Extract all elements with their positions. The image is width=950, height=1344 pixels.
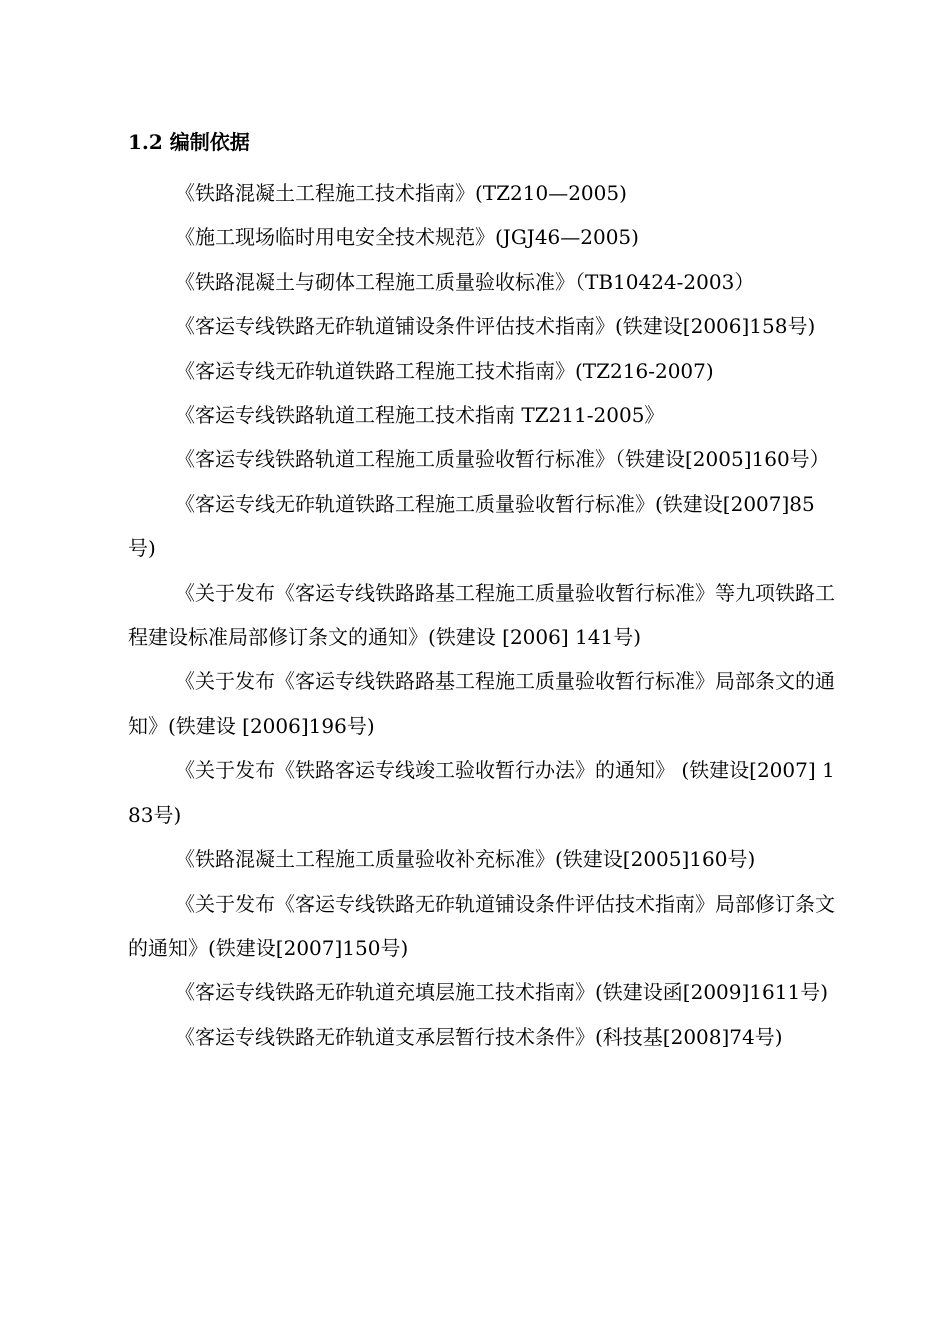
reference-item: 《关于发布《铁路客运专线竣工验收暂行办法》的通知》 (铁建设[2007] 183号) (128, 758, 835, 827)
reference-item: 《客运专线铁路无砟轨道支承层暂行技术条件》(科技基[2008]74号) (175, 1024, 783, 1049)
reference-item: 《关于发布《客运专线铁路路基工程施工质量验收暂行标准》等九项铁路工程建设标准局部修订条文的通知》(铁建设 [2006] 141号) (128, 580, 835, 650)
reference-item: 《客运专线无砟轨道铁路工程施工质量验收暂行标准》(铁建设[2007]85号) (128, 491, 815, 561)
reference-item: 《铁路混凝土与砌体工程施工质量验收标准》（TB10424-2003） (175, 269, 755, 294)
reference-item: 《铁路混凝土工程施工质量验收补充标准》(铁建设[2005]160号) (175, 847, 756, 872)
reference-item: 《客运专线铁路无砟轨道充填层施工技术指南》(铁建设函[2009]1611号) (175, 980, 829, 1005)
reference-item: 《客运专线无砟轨道铁路工程施工技术指南》(TZ216-2007) (175, 358, 714, 383)
reference-item: 《客运专线铁路轨道工程施工质量验收暂行标准》（铁建设[2005]160号） (175, 447, 830, 472)
section-heading: 1.2 编制依据 (128, 130, 250, 154)
reference-item: 《铁路混凝土工程施工技术指南》(TZ210—2005) (175, 181, 627, 205)
reference-item: 《关于发布《客运专线铁路路基工程施工质量验收暂行标准》局部条文的通知》(铁建设 [2006]196号) (128, 669, 835, 738)
reference-list (128, 171, 840, 1059)
reference-item: 《关于发布《客运专线铁路无砟轨道铺设条件评估技术指南》局部修订条文的通知》(铁建设[2007]150号) (128, 891, 835, 960)
reference-item: 《施工现场临时用电安全技术规范》(JGJ46—2005) (175, 225, 639, 250)
reference-item: 《客运专线铁路无砟轨道铺设条件评估技术指南》(铁建设[2006]158号) (175, 314, 816, 339)
reference-item: 《客运专线铁路轨道工程施工技术指南 TZ211-2005》 (175, 403, 665, 428)
